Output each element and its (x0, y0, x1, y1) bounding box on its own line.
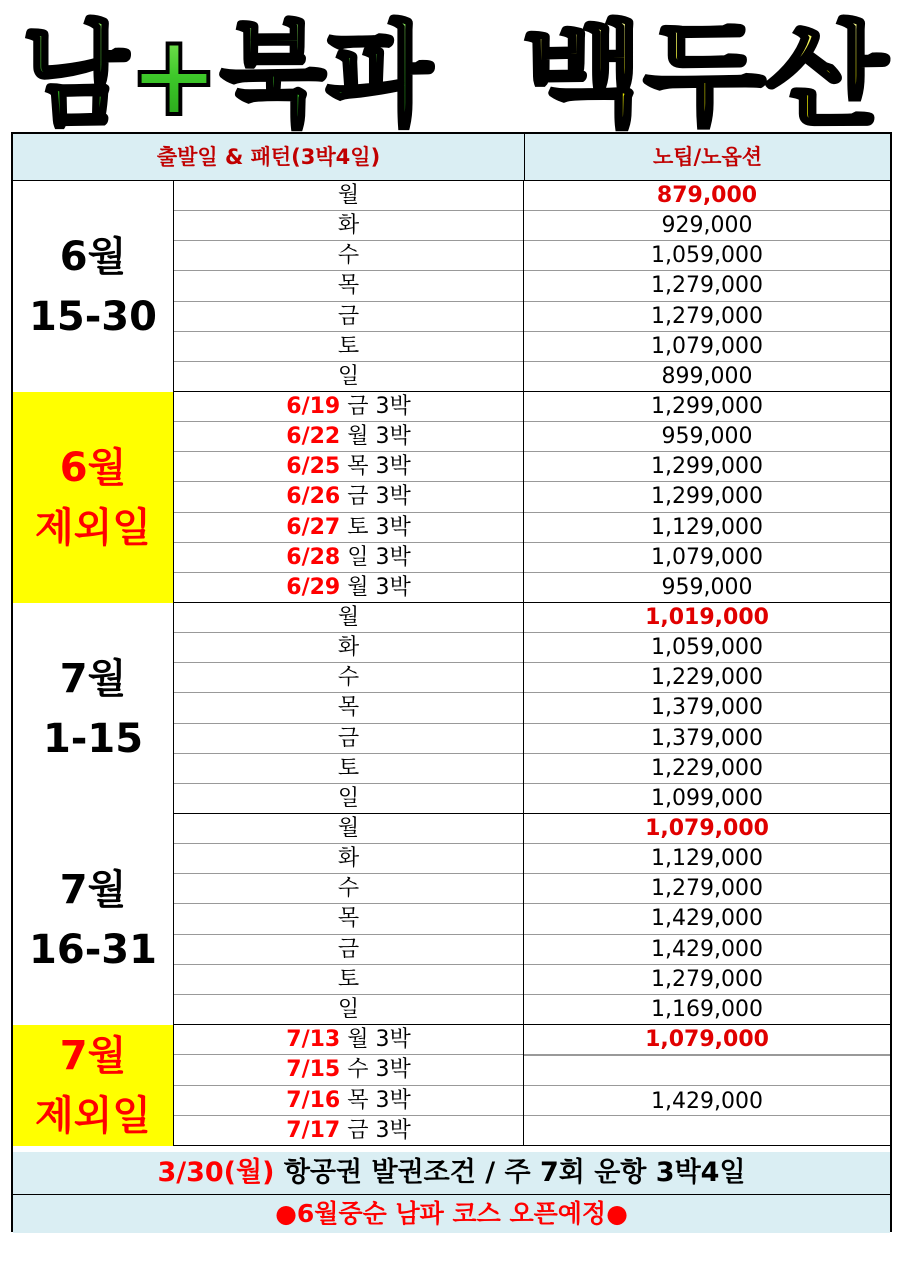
pattern-cell (174, 633, 524, 663)
pattern-cell (174, 513, 524, 543)
weekday-pattern: 금 (337, 725, 360, 751)
exclusion-date: 6/25 (286, 454, 341, 480)
weekday-pattern: 화 (337, 635, 360, 661)
price-cell: 879,000 (656, 183, 758, 208)
footer-date: 3/30(월) (157, 1157, 275, 1188)
exclusion-date: 7/17 (286, 1117, 341, 1143)
table-row (174, 814, 890, 844)
exclusion-date: 7/13 (286, 1027, 341, 1052)
month-range: 제외일 (35, 1092, 151, 1139)
table-row (174, 302, 890, 332)
price-cell: 1,019,000 (645, 605, 769, 630)
pattern-cell (174, 573, 524, 603)
month-label (13, 814, 174, 1025)
pattern-cell (174, 482, 524, 512)
month-name: 7월 (59, 1032, 127, 1079)
table-row (174, 1025, 890, 1055)
table-row (174, 603, 890, 633)
weekday-pattern: 목 3박 (347, 454, 411, 480)
footer-condition: 항공권 발권조건 / 주 7회 운항 3박4일 (283, 1157, 746, 1188)
table-row (174, 543, 890, 573)
price-cell: 1,279,000 (651, 303, 763, 329)
price-cell: 1,429,000 (651, 936, 763, 962)
table-row (174, 211, 890, 241)
weekday-pattern: 수 3박 (347, 1057, 411, 1083)
weekday-pattern: 금 3박 (347, 1117, 411, 1143)
weekday-pattern: 월 3박 (347, 574, 411, 600)
table-row (174, 513, 890, 543)
exclusion-date: 6/29 (286, 574, 341, 600)
price-cell: 1,079,000 (645, 1027, 769, 1052)
title-part-1: 남+북파 (22, 11, 434, 132)
header-price: 노팁/노옵션 (652, 145, 763, 169)
pattern-cell (174, 543, 524, 573)
price-cell: 1,079,000 (645, 816, 769, 841)
month-label (13, 1025, 174, 1146)
price-cell: 1,279,000 (651, 876, 763, 902)
pattern-cell (174, 754, 524, 784)
weekday-pattern: 수 (337, 876, 360, 902)
price-cell: 929,000 (661, 213, 753, 239)
table-header (13, 134, 890, 181)
month-name: 6월 (59, 233, 127, 280)
pattern-cell (174, 965, 524, 995)
table-row (174, 362, 890, 392)
weekday-pattern: 화 (337, 846, 360, 872)
footer-notice: ●6월중순 남파 코스 오픈예정● (13, 1195, 890, 1233)
weekday-pattern: 목 (337, 906, 360, 932)
price-cell: 1,059,000 (651, 243, 763, 269)
pattern-cell (174, 663, 524, 693)
pattern-cell (174, 1086, 524, 1116)
price-cell: 1,279,000 (651, 966, 763, 992)
pattern-cell (174, 995, 524, 1025)
pattern-cell (174, 603, 524, 633)
exclusion-date: 6/28 (286, 544, 341, 570)
table-row (174, 904, 890, 934)
title-part-2: 백두산 (522, 11, 890, 132)
price-cell: 1,299,000 (651, 454, 763, 480)
month-name: 7월 (59, 866, 127, 913)
pattern-cell (174, 844, 524, 874)
weekday-pattern: 일 3박 (347, 544, 411, 570)
table-row (174, 181, 890, 211)
weekday-pattern: 화 (337, 213, 360, 239)
month-label (13, 392, 174, 603)
pattern-cell (174, 784, 524, 814)
weekday-pattern: 금 (337, 303, 360, 329)
weekday-pattern: 토 (337, 755, 360, 781)
footer-ticket-condition (13, 1152, 890, 1195)
price-cell: 1,379,000 (651, 695, 763, 721)
weekday-pattern: 목 (337, 695, 360, 721)
pattern-cell (174, 814, 524, 844)
weekday-pattern: 월 3박 (347, 424, 411, 450)
price-cell: 1,059,000 (651, 635, 763, 661)
table-row (174, 784, 890, 814)
pattern-cell (174, 874, 524, 904)
month-name: 6월 (59, 444, 127, 491)
weekday-pattern: 토 (337, 966, 360, 992)
price-cell: 1,079,000 (651, 333, 763, 359)
pattern-cell (174, 422, 524, 452)
month-range: 15-30 (29, 293, 157, 340)
merged-price-cell: 1,429,000 (524, 1055, 890, 1147)
price-cell: 1,279,000 (651, 273, 763, 299)
table-row (174, 995, 890, 1025)
header-pattern: 출발일 & 패턴(3박4일) (156, 145, 381, 169)
price-cell: 1,099,000 (651, 785, 763, 811)
pattern-cell (174, 392, 524, 422)
exclusion-date: 7/16 (286, 1087, 341, 1113)
weekday-pattern: 월 3박 (347, 1027, 411, 1052)
weekday-pattern: 금 3박 (347, 484, 411, 510)
exclusion-date: 6/27 (286, 514, 341, 540)
month-name: 7월 (59, 655, 127, 702)
pattern-cell (174, 241, 524, 271)
price-cell: 1,169,000 (651, 996, 763, 1022)
weekday-pattern: 목 3박 (347, 1087, 411, 1113)
price-cell: 1,299,000 (651, 484, 763, 510)
weekday-pattern: 토 (337, 333, 360, 359)
month-block (13, 814, 890, 1025)
weekday-pattern: 금 3박 (347, 394, 411, 419)
month-block (13, 392, 890, 603)
table-row (174, 573, 890, 603)
table-row (174, 844, 890, 874)
weekday-pattern: 금 (337, 936, 360, 962)
pattern-cell (174, 1055, 524, 1085)
weekday-pattern: 일 (337, 996, 360, 1022)
table-row (174, 874, 890, 904)
weekday-pattern: 토 3박 (347, 514, 411, 540)
exclusion-date: 6/22 (286, 424, 341, 450)
exclusion-date: 6/26 (286, 484, 341, 510)
pattern-cell (174, 211, 524, 241)
table-row (174, 754, 890, 784)
price-cell: 959,000 (661, 574, 753, 600)
pattern-cell (174, 302, 524, 332)
table-row (174, 392, 890, 422)
price-cell: 1,129,000 (651, 846, 763, 872)
weekday-pattern: 수 (337, 665, 360, 691)
table-row (174, 935, 890, 965)
month-range: 제외일 (35, 504, 151, 551)
table-row (174, 452, 890, 482)
page-title (0, 4, 905, 132)
price-cell: 1,229,000 (651, 665, 763, 691)
table-row (174, 482, 890, 512)
weekday-pattern: 수 (337, 243, 360, 269)
table-row (174, 693, 890, 723)
exclusion-date: 7/15 (286, 1057, 341, 1083)
price-cell: 899,000 (661, 363, 753, 389)
weekday-pattern: 일 (337, 363, 360, 389)
pattern-cell (174, 1116, 524, 1146)
pattern-cell (174, 693, 524, 723)
exclusion-date: 6/19 (286, 394, 341, 419)
pattern-cell (174, 452, 524, 482)
weekday-pattern: 일 (337, 785, 360, 811)
price-cell: 1,429,000 (651, 906, 763, 932)
month-block (13, 1025, 890, 1146)
table-row (174, 965, 890, 995)
pattern-cell (174, 935, 524, 965)
month-range: 16-31 (29, 926, 157, 973)
weekday-pattern: 월 (337, 183, 360, 208)
pattern-cell (174, 362, 524, 392)
weekday-pattern: 월 (337, 816, 360, 841)
table-row (174, 663, 890, 693)
price-cell: 1,079,000 (651, 544, 763, 570)
price-cell: 959,000 (661, 424, 753, 450)
month-range: 1-15 (42, 715, 144, 762)
month-block (13, 603, 890, 814)
month-block (13, 181, 890, 392)
weekday-pattern: 월 (337, 605, 360, 630)
table-row (174, 241, 890, 271)
month-label (13, 603, 174, 814)
price-cell: 1,379,000 (651, 725, 763, 751)
pattern-cell (174, 332, 524, 362)
price-table (11, 132, 892, 1232)
table-row (174, 633, 890, 663)
weekday-pattern: 목 (337, 273, 360, 299)
pattern-cell (174, 181, 524, 211)
price-cell: 1,229,000 (651, 755, 763, 781)
month-label (13, 181, 174, 392)
table-row (174, 724, 890, 754)
table-row (174, 422, 890, 452)
price-cell: 1,299,000 (651, 394, 763, 419)
pattern-cell (174, 271, 524, 301)
table-row (174, 332, 890, 362)
pattern-cell (174, 724, 524, 754)
price-cell: 1,129,000 (651, 514, 763, 540)
pattern-cell (174, 904, 524, 934)
table-row (174, 271, 890, 301)
pattern-cell (174, 1025, 524, 1055)
